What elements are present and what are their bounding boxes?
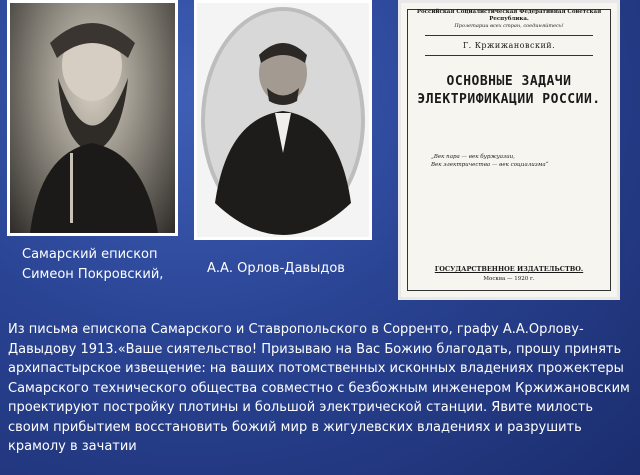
- cover-epigraph-line1: „Век пара — век буржуазии,: [431, 154, 515, 160]
- cover-epigraph: [431, 153, 599, 169]
- orlov-photo: [194, 0, 372, 240]
- orlov-caption: А.А. Орлов-Давыдов: [207, 261, 345, 276]
- bishop-photo: [7, 0, 178, 236]
- bishop-caption: Самарский епископ Симеон Покровский,: [22, 247, 164, 282]
- cover-motto: Пролетарии всех стран, соединяйтесь!: [454, 23, 564, 29]
- cover-publisher: ГОСУДАРСТВЕННОЕ ИЗДАТЕЛЬСТВО.: [434, 265, 584, 273]
- cover-rule-author: [425, 55, 593, 56]
- cover-header: Российская Социалистическая Федеративная Советская Республика.: [416, 9, 602, 22]
- cover-rule-top: [425, 35, 593, 36]
- book-cover: [398, 0, 620, 300]
- cover-title-line1: ОСНОВНЫЕ ЗАДАЧИ: [446, 74, 572, 89]
- letter-quote: Из письма епископа Самарского и Ставропольского в Сорренто, графу А.А.Орлову-Давыдову 1913.«Ваше сиятельство! Призываю на Вас Божию благодать, прошу принять архипастырское извещение: на ваших потомственных исконных владениях прожектеры Самарского технического общества совместно с безбожным инженером Кржижановским проектируют постройку плотины и большой электрической станции. Явите милость своим прибытием восстановить божий мир в жигулевских владениях и разрушить крамолу в зачатии: [8, 322, 630, 454]
- cover-author: Г. Кржижановский.: [462, 41, 556, 50]
- orlov-portrait-image: [197, 3, 369, 237]
- cover-epigraph-line2: Век электричества — век социализма“: [431, 162, 549, 168]
- cover-title-line2: ЭЛЕКТРИФИКАЦИИ РОССИИ.: [417, 92, 601, 107]
- cover-title: [413, 73, 605, 109]
- bishop-portrait-image: [10, 3, 175, 233]
- cover-city-year: Москва — 1920 г.: [483, 276, 535, 282]
- cover-frame: [407, 9, 611, 291]
